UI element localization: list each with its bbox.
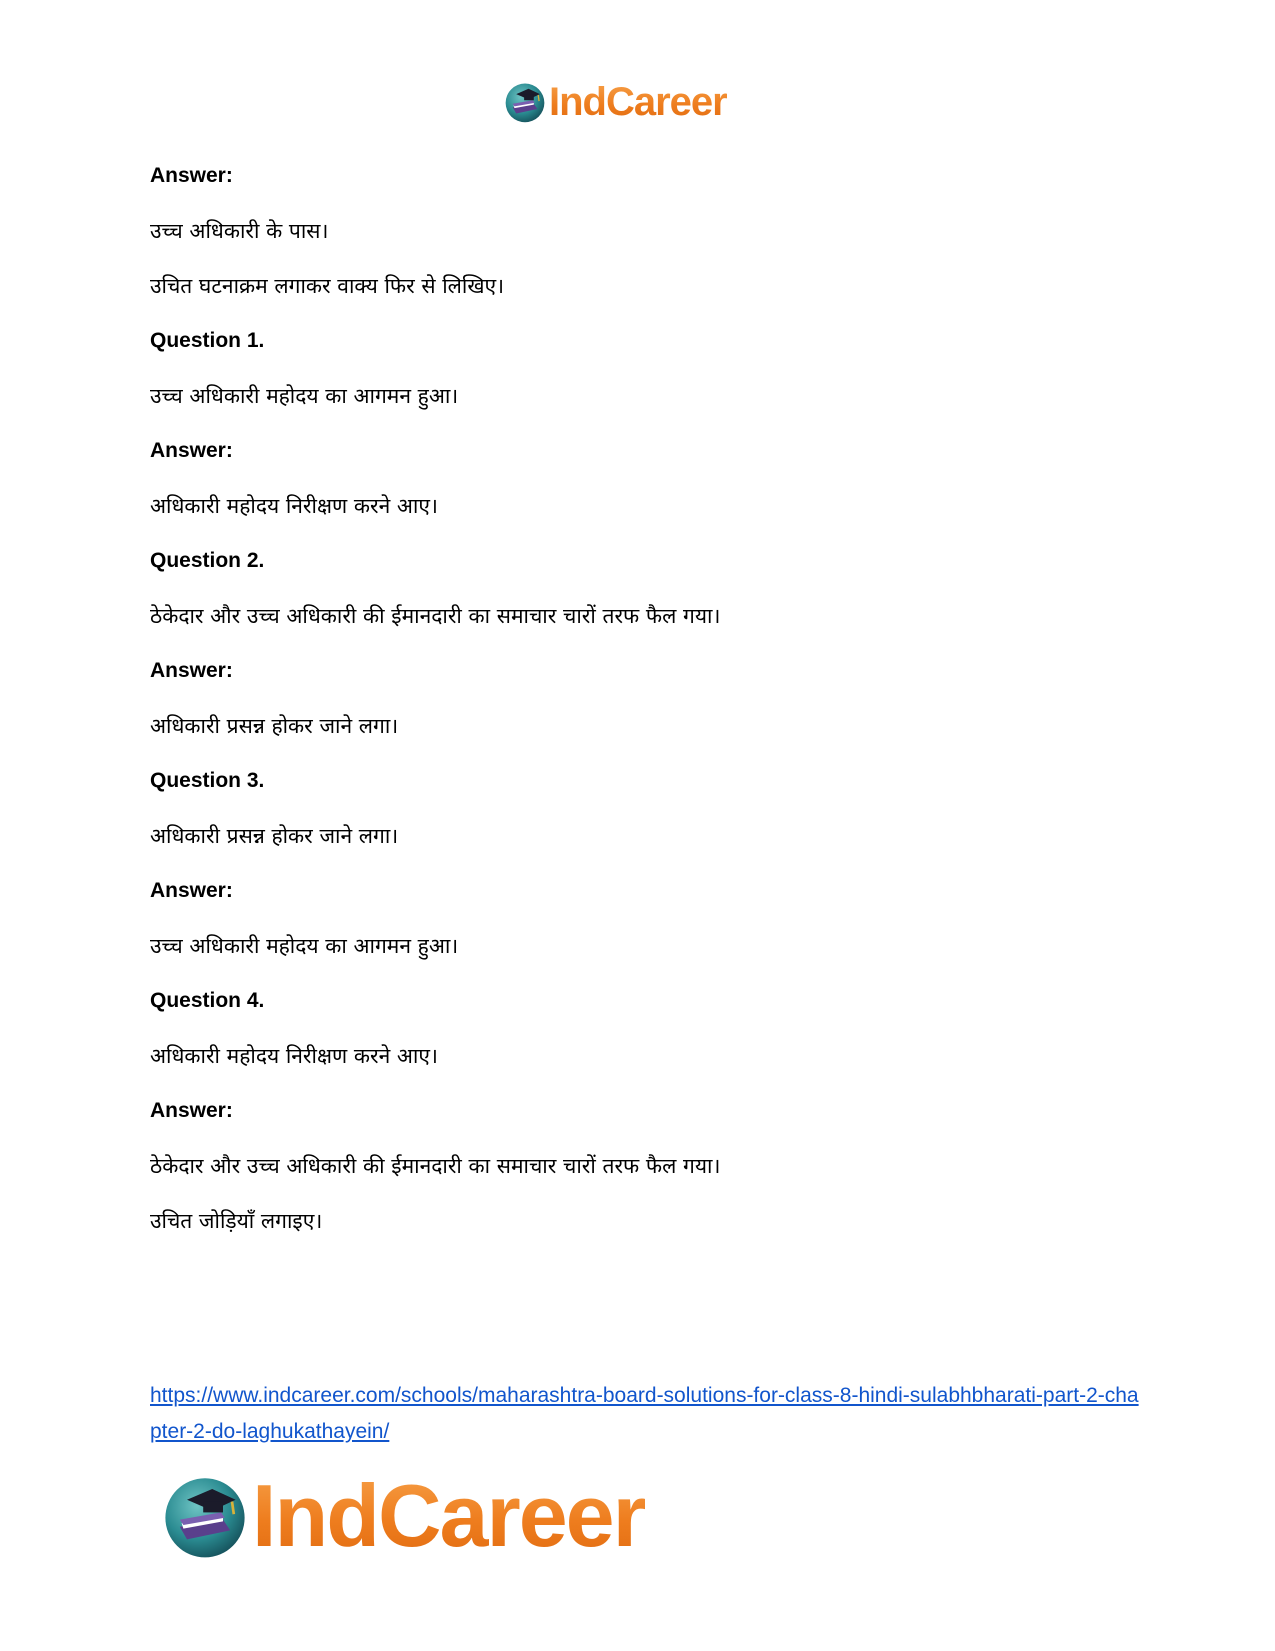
logo-emblem-icon — [160, 1471, 250, 1561]
answer-text: उच्च अधिकारी महोदय का आगमन हुआ। — [150, 933, 459, 958]
question-label: Question 1. — [150, 328, 265, 352]
answer-label: Answer: — [150, 163, 233, 187]
footer-logo — [160, 1468, 645, 1564]
header-logo — [503, 78, 727, 126]
answer-label: Answer: — [150, 1098, 233, 1122]
question-text: अधिकारी प्रसन्न होकर जाने लगा। — [150, 823, 399, 848]
answer-text: अधिकारी महोदय निरीक्षण करने आए। — [150, 493, 438, 518]
answer-text: ठेकेदार और उच्च अधिकारी की ईमानदारी का समाचार चारों तरफ फैल गया। — [150, 1153, 721, 1178]
answer-text: उच्च अधिकारी के पास। — [150, 218, 329, 243]
question-label: Question 2. — [150, 548, 265, 572]
answer-label: Answer: — [150, 878, 233, 902]
document-body — [150, 148, 1130, 1248]
question-text: ठेकेदार और उच्च अधिकारी की ईमानदारी का समाचार चारों तरफ फैल गया। — [150, 603, 721, 628]
answer-text: अधिकारी प्रसन्न होकर जाने लगा। — [150, 713, 399, 738]
question-label: Question 3. — [150, 768, 265, 792]
question-label: Question 4. — [150, 988, 265, 1012]
question-text: उच्च अधिकारी महोदय का आगमन हुआ। — [150, 383, 459, 408]
answer-label: Answer: — [150, 658, 233, 682]
instruction-text: उचित जोड़ियाँ लगाइए। — [150, 1208, 323, 1233]
source-link[interactable]: https://www.indcareer.com/schools/maharashtra-board-solutions-for-class-8-hindi-sulabhbharati-part-2-chapter-2-do-laghukathayein/ — [150, 1384, 1139, 1443]
answer-label: Answer: — [150, 438, 233, 462]
question-text: अधिकारी महोदय निरीक्षण करने आए। — [150, 1043, 438, 1068]
header-logo-text: IndCareer — [549, 79, 727, 124]
logo-emblem-icon — [503, 80, 547, 124]
instruction-text: उचित घटनाक्रम लगाकर वाक्य फिर से लिखिए। — [150, 273, 505, 298]
footer-logo-text: IndCareer — [252, 1466, 645, 1565]
